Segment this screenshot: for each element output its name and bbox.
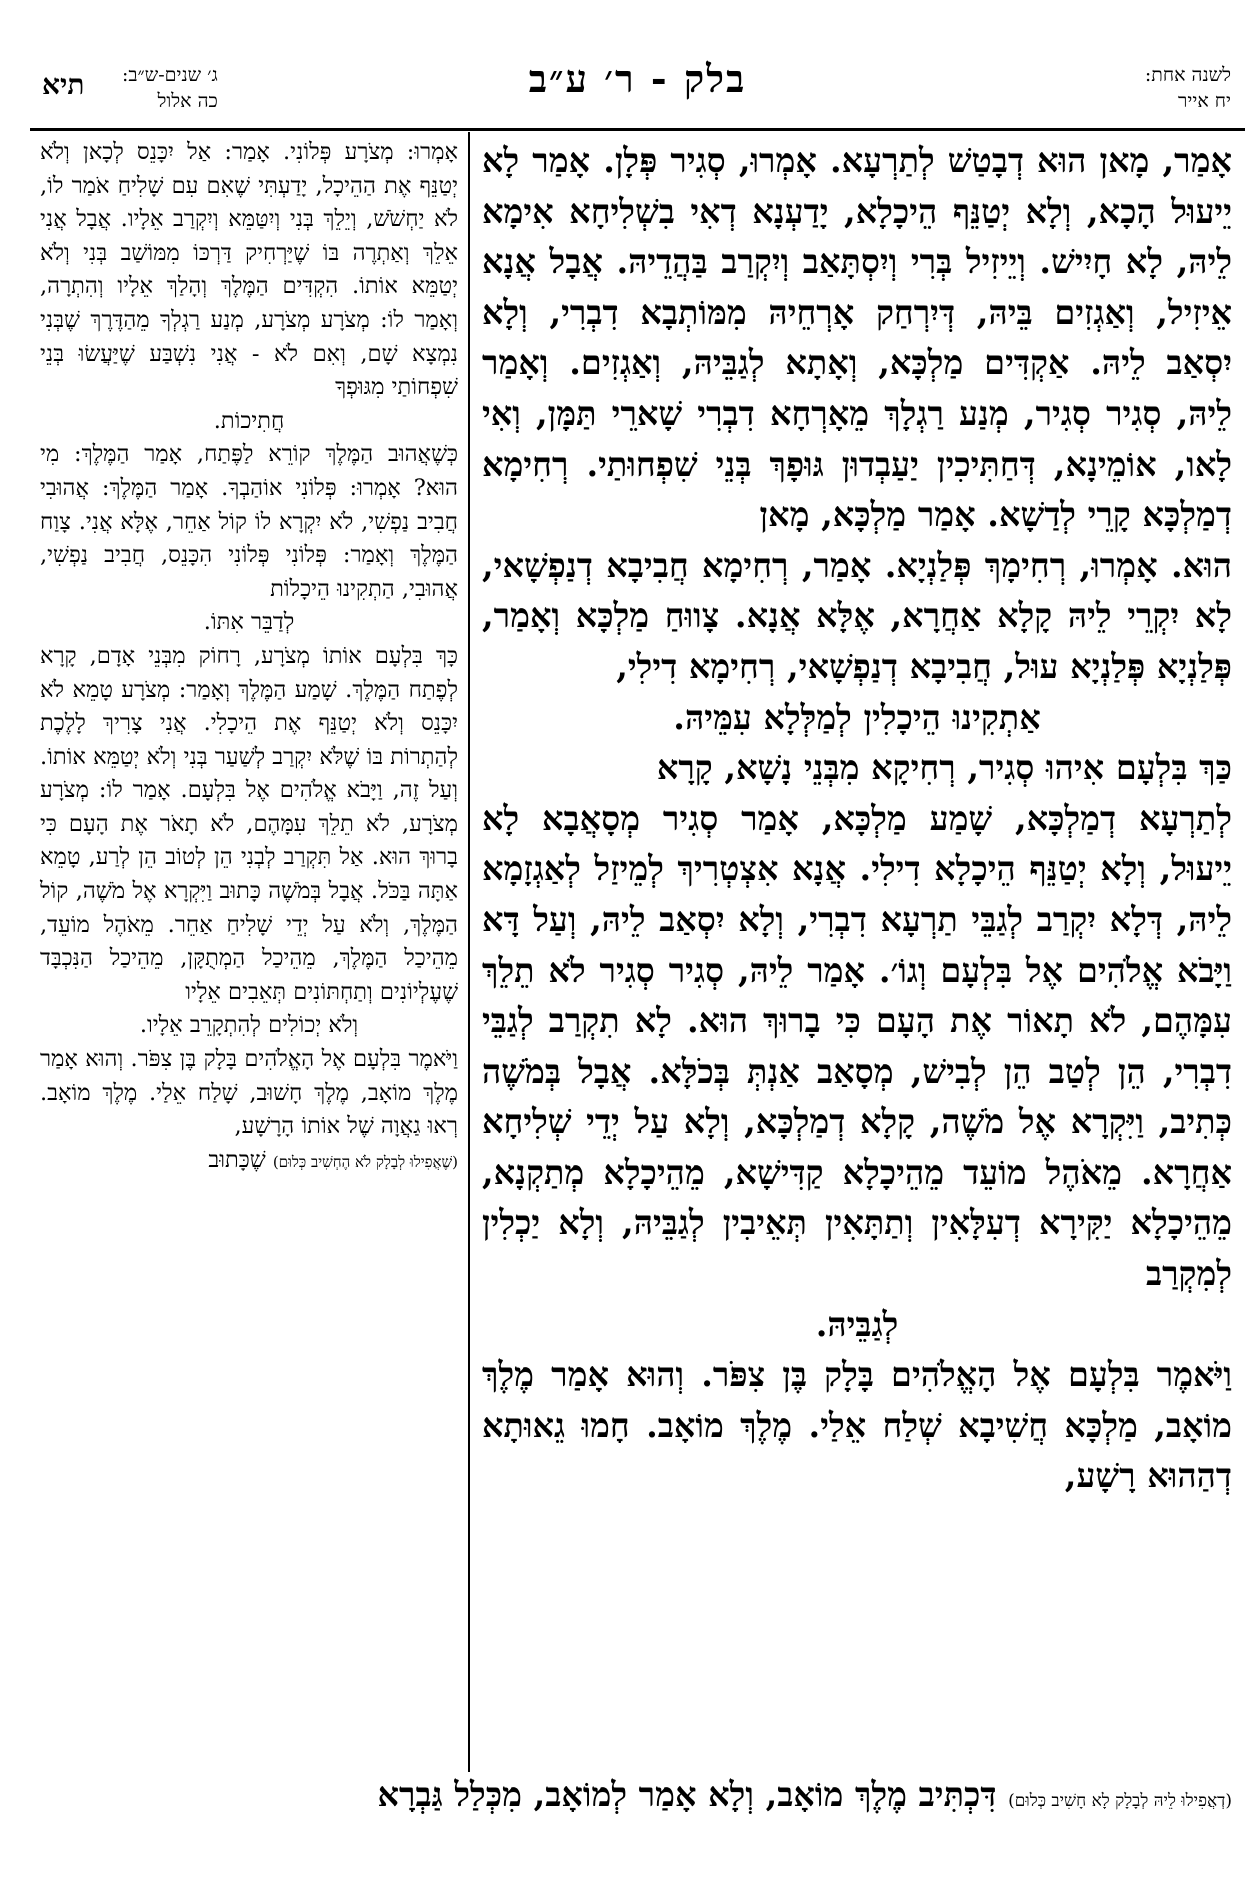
header-schedule-three-years [122,62,218,114]
header-rule [30,128,1245,131]
side-paragraph: כְּשֶׁאֲהוּב הַמֶּלֶךְ קוֹרֵא לַפֶּתַח, אָמַר הַמֶּלֶךְ: מִי הוּא? אָמְרוּ: פְּלוֹנִי אוֹהַבְךָ. אָמַר הַמֶּלֶךְ: אֲהוּבִי חֲבִיב נַפְשִׁי, לֹא יִקְרָא לוֹ קוֹל אַחֵר, אֶלָּא אֲנִי. צָוַח הַמֶּלֶךְ וְאָמַר: פְּלוֹנִי פְּלוֹנִי הִכָּנֵס, חֲבִיב נַפְשִׁי, אֲהוּבִי, הַתְקִינוּ הֵיכָלוֹת [40,441,458,602]
main-paragraph: לְתַרְעָא דְמַלְכָּא, שָׁמַע מַלְכָּא, אָמַר סְגִיר מְסָאֲבָא לָא יֵיעוּל, וְלָא יְטַנֵּף הֵיכָלָא דִילִי. אֲנָא אִצְטְרִיךְ לְמֵיזַל לְאַגְזָמָא לֵיהּ, דְּלָא יִקְרַב לְגַבֵּי תַרְעָא דִבְרִי, וְלָא יִסְאַב לֵיהּ, וְעַל דָּא וַיָּבֹא אֱלֹהִים אֶל בִּלְעָם וְגוֹ׳. אָמַר לֵיהּ, סְגִיר סְגִיר לֹא תֵלֵךְ עִמָּהֶם, לֹא תָאוֹר אֶת הָעָם כִּי בָרוּךְ הוּא. לָא תִקְרַב לְגַבֵּי דִבְרִי, הֵן לְטַב הֵן לְבִישׁ, מְסָאַב אַנְתְּ בְּכֹלָּא. אֲבָל בְּמֹשֶׁה כְּתִיב, וַיִּקְרָא אֶל מֹשֶׁה, קָלָא דְמַלְכָּא, וְלָא עַל יְדֵי שְׁלִיחָא אַחֲרָא. מֵאֹהֶל מוֹעֵד מֵהֵיכָלָא קַדִּישָׁא, מֵהֵיכָלָא מְתַקְנָא, מֵהֵיכָלָא יַקִּירָא דְעִלָּאִין וְתַתָּאִין תְּאֵיבִין לְגַבֵּיהּ, וְלָא יַכְלִין לְמִקְרַב [482,798,1232,1294]
bottom-line [40,1770,1232,1826]
page-number: תיא [42,68,85,101]
side-paragraph: אָמְרוּ: מְצֹרָע פְּלוֹנִי. אָמַר: אַל יִכָּנֵס לְכָאן וְלֹא יְטַנֵּף אֶת הַהֵיכָל, יָדַעְתִּי שֶׁאִם עִם שָׁלִיחַ אֹמַר לוֹ, לֹא יַחְשֹׁשׁ, וְיֵלֵךְ בְּנִי וְיִטַּמֵּא וְיִקְרַב אֵלָיו. אֲבָל אֲנִי אֵלֵךְ וְאַתְרֶה בּוֹ שֶׁיַּרְחִיק דַּרְכּוֹ מִמּוֹשַׁב בְּנִי וְלֹא יְטַמֵּא אוֹתוֹ. הִקְדִּים הַמֶּלֶךְ וְהָלַךְ אֵלָיו וְהִתְרָה, וְאָמַר לוֹ: מְצֹרָע מְצֹרָע, מְנַע רַגְלְךָ מֵהַדֶּרֶךְ שֶׁבְּנִי נִמְצָא שָׁם, וְאִם לֹא - אֲנִי נִשְׁבַּע שֶׁיַּעֲשׂוּ בְּנֵי שִׁפְחוֹתַי מִגּוּפְךָ [40,139,458,401]
side-paragraph: חֲתִיכוֹת. [213,407,285,434]
column-divider [468,132,470,1772]
main-paragraph: לְגַבֵּיהּ. [815,1304,899,1344]
side-last-line [40,1144,458,1180]
main-paragraph: כַּךְ בִּלְעָם אִיהוּ סְגִיר, רְחִיקָא מִבְּנֵי נָשָׁא, קָרָא [656,748,1232,788]
schedule-one-year-label: לשנה אחת: [1144,64,1231,86]
main-paragraph: אָמַר, מָאן הוּא דְבָטַשׁ לְתַרְעָא. אָמְרוּ, סְגִיר פְּלָן. אָמַר לָא יֵיעוּל הָכָא, וְלָא יְטַנֵּף הֵיכָלָא, יָדַעְנָא דְאִי בִשְׁלִיחָא אִימָא לֵיהּ, לָא חָיִישׁ. וְיֵיזִיל בְּרִי וְיִסְתָּאַב וְיִקְרַב בַּהֲדֵיהּ. אֲבָל אֲנָא אֵיזִיל, וְאַגְזִים בֵּיהּ, דְּיִרְחַק אָרְחֵיהּ מִמּוֹתְבָא דִבְרִי, וְלָא יִסְאַב לֵיהּ. אַקְדִּים מַלְכָּא, וְאָתָא לְגַבֵּיהּ, וְאַגְזִים. וְאָמַר לֵיהּ, סְגִיר סְגִיר, מְנַע רַגְלָךְ מֵאָרְחָא דִבְרִי שָׁארֵי תַּמָּן, וְאִי לָאו, אוֹמֵינָא, דְּחַתִּיכִין יַעַבְדוּן גּוּפָךְ בְּנֵי שִׁפְחוּתַי. רְחִימָא דְמַלְכָּא קָרֵי לְדַשָׁא. אָמַר מַלְכָּא, מָאן [482,141,1232,535]
main-column-aramaic [482,136,1232,1502]
schedule-one-year-date: יח אייר [1178,90,1231,112]
side-last-word: שֶׁכָּתוּב [208,1146,266,1173]
side-column-translation [40,136,458,1179]
bottom-parenthetical-note: (דְאֲפִילוּ לֵיהּ לְבָלָק לָא חָשִׁיב כְּלוּם) [1008,1791,1232,1811]
main-paragraph: אַתְקִינוּ הֵיכָלִין לְמַלְּלָא עִמֵּיהּ. [673,697,1041,737]
side-paragraph: כָּךְ בִּלְעָם אוֹתוֹ מְצֹרָע, רָחוֹק מִבְּנֵי אָדָם, קָרָא לְפֶתַח הַמֶּלֶךְ. שָׁמַע הַמֶּלֶךְ וְאָמַר: מְצֹרָע טָמֵא לֹא יִכָּנֵס וְלֹא יְטַנֵּף אֶת הֵיכָלִי. אֲנִי צָרִיךְ לָלֶכֶת לְהַתְרוֹת בּוֹ שֶׁלֹּא יִקְרַב לְשַׁעַר בְּנִי וְלֹא יְטַמֵּא אוֹתוֹ. וְעַל זֶה, וַיָּבֹא אֱלֹהִים אֶל בִּלְעָם. אָמַר לוֹ: מְצֹרָע מְצֹרָע, לֹא תֵלֵךְ עִמָּהֶם, לֹא תָאֹר אֶת הָעָם כִּי בָרוּךְ הוּא. אַל תִּקְרַב לְבְנִי הֵן לְטוֹב הֵן לְרַע, טָמֵא אַתָּה בַּכֹּל. אֲבָל בְּמֹשֶׁה כָּתוּב וַיִּקְרָא אֶל מֹשֶׁה, קוֹל הַמֶּלֶךְ, וְלֹא עַל יְדֵי שָׁלִיחַ אַחֵר. מֵאֹהֶל מוֹעֵד, מֵהֵיכַל הַמֶּלֶךְ, מֵהֵיכַל הַמְתֻקָּן, מֵהֵיכַל הַנִּכְבָּד שֶׁעֶלְיוֹנִים וְתַחְתּוֹנִים תְּאֵבִים אֵלָיו [40,642,458,1005]
side-paragraph: לְדַבֵּר אִתּוֹ. [203,609,295,636]
main-paragraph: הוּא. אָמְרוּ, רְחִימָךְ פְּלַנְיָא. אָמַר, רְחִימָא חֲבִיבָא דְנַפְשָׁאי, לָא יִקְרֵי לֵיהּ קָלָא אַחֲרָא, אֶלָּא אֲנָא. צָווּחַ מַלְכָּא וְאָמַר, פְּלַנְיָא פְּלַנְיָא עוּל, חֲבִיבָא דְנַפְשָׁאי, רְחִימָא דִילִי, [482,545,1232,686]
main-paragraph: וַיֹּאמֶר בִּלְעָם אֶל הָאֱלֹהִים בָּלָק בֶּן צִפֹּר. וְהוּא אָמַר מֶלֶךְ מוֹאָב, מַלְכָּא חֲשִׁיבָא שְׁלַח אֵלַי. מֶלֶךְ מוֹאָב. חָמוּ גֵאוּתָא דְהַהוּא רָשָׁע, [482,1355,1232,1496]
schedule-three-years-label: ג׳ שנים-ש״ב: [122,64,218,86]
side-paragraph: וַיֹּאמֶר בִּלְעָם אֶל הָאֱלֹהִים בָּלָק בֶּן צִפֹּר. וְהוּא אָמַר מֶלֶךְ מוֹאָב, מֶלֶךְ חָשׁוּב, שָׁלַח אֵלַי. מֶלֶךְ מוֹאָב. רְאוּ גַאֲוָה שֶׁל אוֹתוֹ הָרָשָׁע, [40,1046,458,1140]
schedule-three-years-date: כה אלול [157,90,218,112]
page-header [30,38,1245,130]
side-parenthetical-note: (שֶׁאֲפִילוּ לְבָלָק לֹא הֶחְשִׁיב כְּלוּם) [272,1152,458,1171]
page-title: בלק - ר׳ ע״ב [528,56,747,101]
bottom-text: דִּכְתִּיב מֶלֶךְ מוֹאָב, וְלָא אָמַר לְמוֹאָב, מִכְּלַל גַּבְרָא [377,1775,997,1814]
side-paragraph: וְלֹא יְכוֹלִים לְהִתְקָרֵב אֵלָיו. [139,1012,359,1039]
